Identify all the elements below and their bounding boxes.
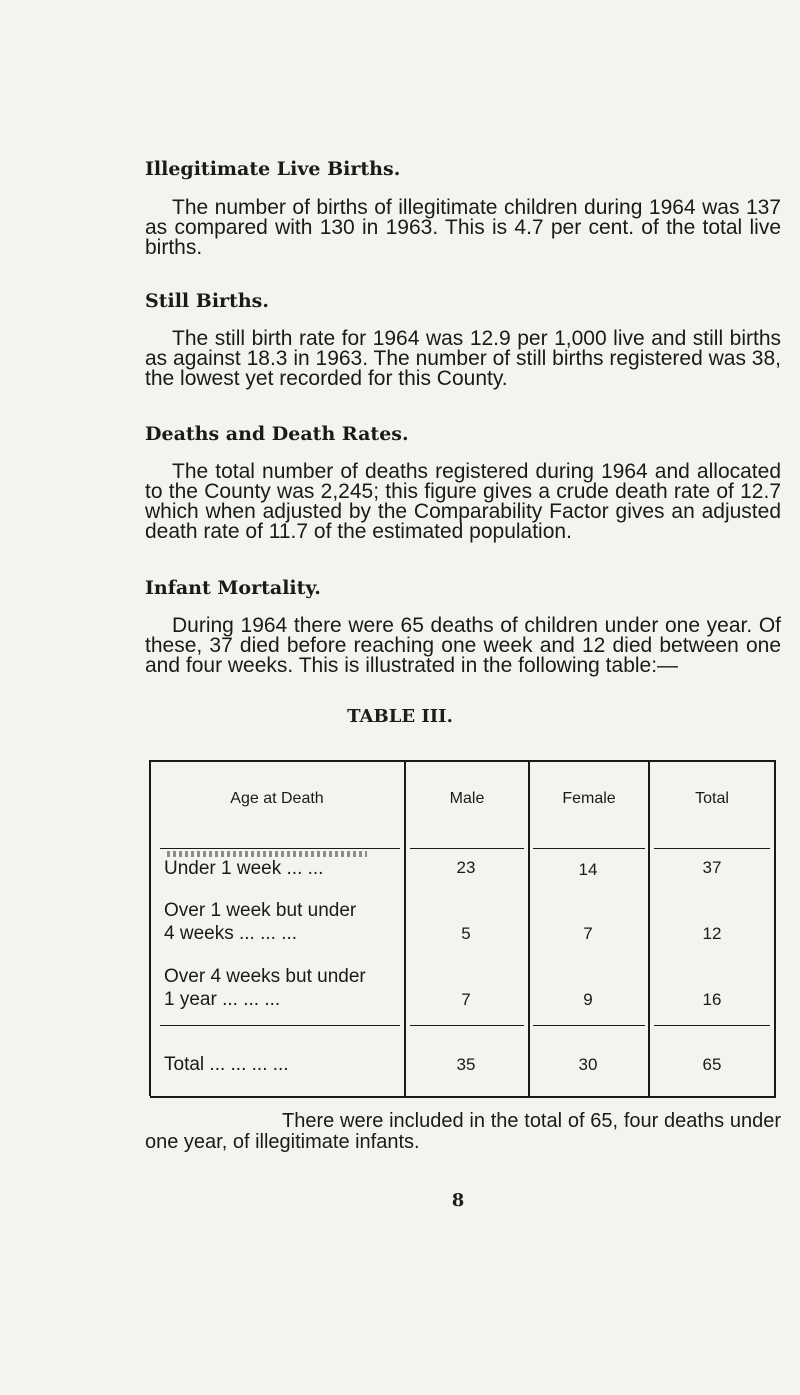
- table-left-border: [149, 760, 151, 1096]
- paragraph-illegitimate-live-births: The number of births of illegitimate children during 1964 was 137 as compared with 130 in 1963. This is 4.7 per cent. of the total live births.: [145, 196, 781, 259]
- total-rule: [160, 1025, 400, 1026]
- table-bottom-border: [150, 1096, 776, 1098]
- table-col-divider-3: [648, 760, 650, 1096]
- header-rule: [654, 848, 770, 849]
- row-label-line: 1 year ... ... ...: [164, 989, 281, 1010]
- paragraph-still-births: The still birth rate for 1964 was 12.9 per 1,000 live and still births as against 18.3 in 1963. The number of still births registered was 38, the lowest yet recorded for this County.: [145, 327, 781, 390]
- cell-total: 12: [702, 924, 722, 943]
- cell-total: 37: [702, 858, 722, 877]
- cell-female: 7: [583, 924, 593, 943]
- column-header-age-at-death: Age at Death: [230, 790, 324, 807]
- cell-male-total: 35: [456, 1055, 476, 1074]
- total-rule: [410, 1025, 524, 1026]
- paragraph-deaths-and-death-rates: The total number of deaths registered during 1964 and allocated to the County was 2,245; this figure gives a crude death rate of 12.7 which when adjusted by the Comparability Factor gives an adjusted death rate of 11.7 of the estimated population.: [145, 460, 781, 543]
- row-label-line: 4 weeks ... ... ...: [164, 923, 298, 944]
- infant-mortality-table: [150, 760, 776, 1355]
- row-label-line: Under 1 week ... ...: [164, 858, 324, 879]
- column-header-total: Total: [695, 790, 729, 807]
- total-rule: [533, 1025, 645, 1026]
- cell-female-total: 30: [578, 1055, 598, 1074]
- cell-male: 23: [456, 858, 476, 877]
- heading-illegitimate-live-births: Illegitimate Live Births.: [145, 158, 401, 180]
- page-number: 8: [451, 1190, 465, 1211]
- row-label-line: Over 1 week but under: [164, 900, 357, 921]
- cell-total: 16: [702, 990, 722, 1009]
- row-label-over-1-week: [164, 899, 404, 945]
- heading-deaths-and-death-rates: Deaths and Death Rates.: [145, 423, 409, 445]
- header-rule: [533, 848, 645, 849]
- header-rule: [160, 848, 400, 849]
- row-label-total: Total ... ... ... ...: [164, 1054, 289, 1075]
- total-rule: [654, 1025, 770, 1026]
- heading-still-births: Still Births.: [145, 290, 269, 312]
- row-label-over-4-weeks: [164, 965, 404, 1011]
- header-rule: [410, 848, 524, 849]
- heading-infant-mortality: Infant Mortality.: [145, 577, 321, 599]
- cell-male: 5: [461, 924, 471, 943]
- cell-female: 14: [578, 860, 598, 879]
- paragraph-closing-note: There were included in the total of 65, four deaths under one year, of illegitimate infants.: [145, 1110, 781, 1153]
- print-smudge: [167, 851, 367, 857]
- cell-male: 7: [461, 990, 471, 1009]
- column-header-male: Male: [449, 790, 485, 807]
- cell-grand-total: 65: [702, 1055, 722, 1074]
- column-header-female: Female: [562, 790, 616, 807]
- row-label-line: Over 4 weeks but under: [164, 966, 366, 987]
- table-title: TABLE III.: [347, 706, 453, 727]
- row-label-under-1-week: [164, 857, 404, 880]
- paragraph-infant-mortality: During 1964 there were 65 deaths of children under one year. Of these, 37 died before reaching one week and 12 died between one and four weeks. This is illustrated in the following table:—: [145, 614, 781, 677]
- table-top-border: [150, 760, 776, 762]
- cell-female: 9: [583, 990, 593, 1009]
- table-right-border: [774, 760, 776, 1096]
